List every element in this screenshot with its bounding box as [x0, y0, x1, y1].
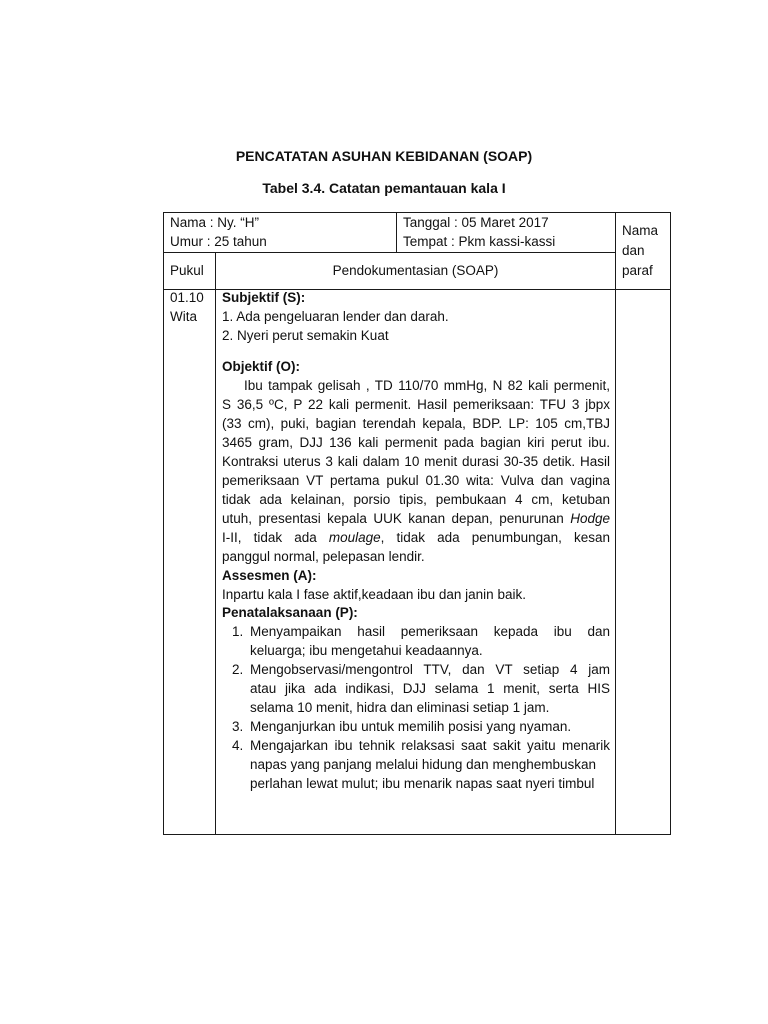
table-caption: Tabel 3.4. Catatan pemantauan kala I — [262, 180, 506, 196]
column-header-documentation: Pendokumentasian (SOAP) — [332, 263, 499, 278]
objektif-line: 3465 gram, DJJ 136 kali permenit pada bagian kiri perut ibu. — [222, 435, 610, 450]
divider — [615, 212, 616, 835]
visit-place: Tempat : Pkm kassi-kassi — [403, 234, 556, 249]
divider — [396, 212, 397, 252]
objektif-line: panggul normal, pelepasan lendir. — [222, 549, 425, 564]
assesmen-text: Inpartu kala I fase aktif,keadaan ibu dan janin baik. — [222, 587, 526, 602]
visit-date: Tanggal : 05 Maret 2017 — [403, 215, 549, 230]
plan-item-line: Menyampaikan hasil pemeriksaan kepada ibu dan — [250, 624, 610, 639]
plan-item-line: Mengobservasi/mengontrol TTV, dan VT setiap 4 jam — [250, 662, 610, 677]
divider — [215, 252, 216, 835]
objektif-line: S 36,5 ºC, P 22 kali permenit. Hasil pemeriksaan: TFU 3 jbpx — [222, 397, 610, 412]
plan-item-number: 2. — [232, 662, 244, 677]
objektif-line: Ibu tampak gelisah , TD 110/70 mmHg, N 82 kali permenit, — [244, 378, 610, 393]
objektif-line: tidak ada kelainan, porsio tipis, pembukaan 4 cm, ketuban — [222, 492, 610, 507]
plan-item-number: 4. — [232, 738, 244, 753]
penatalaksanaan-heading: Penatalaksanaan (P): — [222, 605, 358, 620]
objektif-line: pemeriksaan VT pertama pukul 01.30 wita: Vulva dan vagina — [222, 473, 610, 488]
plan-item-line: perlahan lewat mulut; ibu menarik napas saat nyeri timbul — [250, 776, 595, 791]
assesmen-heading: Assesmen (A): — [222, 568, 317, 583]
objektif-line: Kontraksi uterus 3 kali dalam 10 menit durasi 30-35 detik. Hasil — [222, 454, 610, 469]
objektif-heading: Objektif (O): — [222, 359, 300, 374]
document-heading: PENCATATAN ASUHAN KEBIDANAN (SOAP) — [235, 148, 533, 164]
plan-item-line: atau jika ada indikasi, DJJ selama 1 menit, serta HIS — [250, 681, 610, 696]
objektif-line: I-II, tidak ada moulage, tidak ada penumbungan, kesan — [222, 530, 610, 545]
objektif-line: (33 cm), puki, bagian terendah kepala, BDP. LP: 105 cm,TBJ — [222, 416, 610, 431]
plan-item-number: 3. — [232, 719, 244, 734]
paraf-header-line: paraf — [622, 263, 653, 278]
plan-item-number: 1. — [232, 624, 244, 639]
objektif-line: utuh, presentasi kepala UUK kanan depan, penurunan Hodge — [222, 511, 610, 526]
plan-item-line: keluarga; ibu mengetahui keadaannya. — [250, 643, 483, 658]
subjektif-item: 1. Ada pengeluaran lender dan darah. — [222, 309, 449, 324]
paraf-header-line: Nama — [622, 223, 659, 238]
plan-item-line: Mengajarkan ibu tehnik relaksasi saat sakit yaitu menarik — [250, 738, 610, 753]
column-header-pukul: Pukul — [170, 263, 204, 278]
patient-name: Nama : Ny. “H” — [170, 215, 260, 230]
plan-item-line: napas yang panjang melalui hidung dan menghembuskan — [250, 757, 597, 772]
divider — [163, 252, 615, 253]
patient-age: Umur : 25 tahun — [170, 234, 267, 249]
entry-time-zone: Wita — [170, 309, 197, 324]
plan-item-line: Menganjurkan ibu untuk memilih posisi yang nyaman. — [250, 719, 572, 734]
plan-item-line: selama 10 menit, hidra dan eliminasi setiap 1 jam. — [250, 700, 550, 715]
entry-time: 01.10 — [170, 290, 204, 305]
paraf-header-line: dan — [622, 243, 645, 258]
subjektif-item: 2. Nyeri perut semakin Kuat — [222, 328, 389, 343]
subjektif-heading: Subjektif (S): — [222, 290, 306, 305]
